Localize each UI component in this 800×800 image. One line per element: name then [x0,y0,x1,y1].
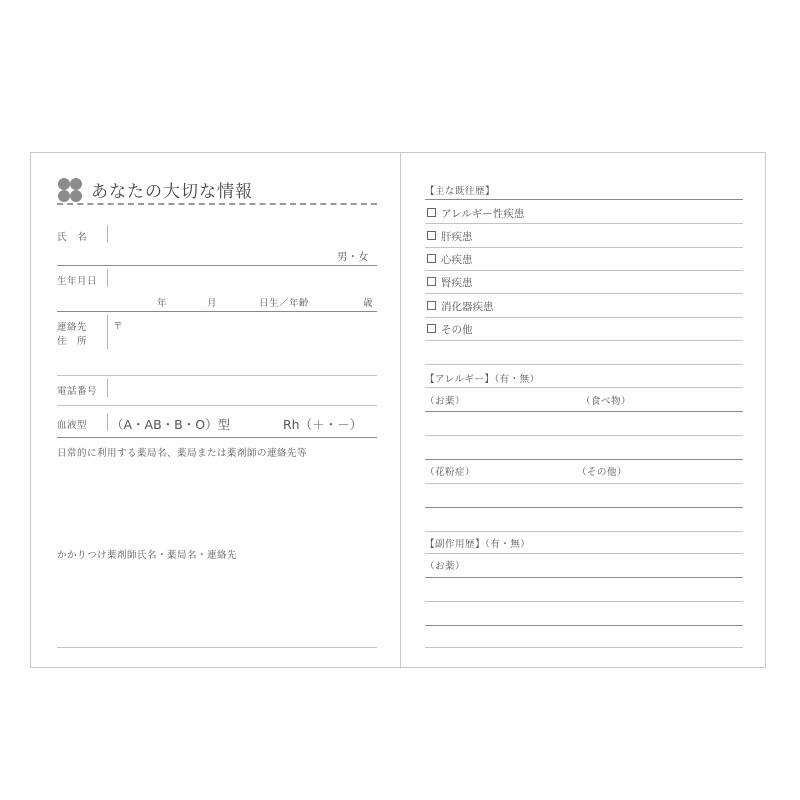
age-unit-label: 歳 [363,298,374,309]
left-page [31,153,400,667]
history-item-4: 腎疾患 [441,277,473,289]
contact-label: 連絡先 [57,322,88,333]
birth-label: 生年月日 [57,276,98,287]
history-item-3: 心疾患 [441,254,473,266]
allergy-line-4 [425,459,743,460]
blood-type-options: （A・AB・B・O）型 [111,417,231,432]
allergy-other-label: （その他） [577,467,628,478]
history-checkbox-5[interactable] [427,301,436,310]
history-line-1 [425,223,743,224]
side-effect-line-1 [425,553,743,554]
phone-line [57,405,377,406]
month-label: 月 [207,298,218,309]
phone-separator [107,379,108,397]
medication-notebook-spread [30,152,766,668]
history-item-6: その他 [441,324,473,336]
side-effect-line-5 [425,647,743,648]
birth-separator [107,269,108,287]
side-effect-line-2 [425,577,743,578]
pharmacist-note: かかりつけ薬剤師氏名・薬局名・連絡先 [57,550,238,561]
side-effect-medicine-label: （お薬） [425,561,466,572]
contact-separator [107,315,108,349]
side-effect-title: 【副作用歴】（有・無） [425,539,531,550]
gender-options: 男・女 [337,251,369,263]
blood-separator [107,413,108,431]
address-line [57,375,377,376]
history-item-2: 肝疾患 [441,231,473,243]
history-top-line [425,199,743,200]
allergy-line-1 [425,387,743,388]
side-effect-line-3 [425,601,743,602]
history-checkbox-2[interactable] [427,231,436,240]
day-age-label: 日生／年齢 [259,298,310,309]
history-checkbox-1[interactable] [427,208,436,217]
right-page [400,153,765,667]
page-title: あなたの大切な情報 [91,182,253,202]
history-checkbox-6[interactable] [427,324,436,333]
allergy-line-5 [425,483,743,484]
allergy-title: 【アレルギー】（有・無） [425,374,540,385]
side-effect-line-4 [425,625,743,626]
history-line-2 [425,247,743,248]
address-label: 住 所 [57,336,88,347]
clover-icon [57,177,83,203]
rh-options: Rh（＋・－） [283,417,363,432]
history-line-6 [425,340,743,341]
blood-line [57,437,377,438]
year-label: 年 [157,298,168,309]
history-checkbox-3[interactable] [427,254,436,263]
allergy-line-2 [425,411,743,412]
bottom-line [57,647,377,648]
allergy-medicine-label: （お薬） [425,396,466,407]
history-line-5 [425,317,743,318]
allergy-pollen-label: （花粉症） [425,467,476,478]
allergy-food-label: （食べ物） [581,396,632,407]
history-line-3 [425,270,743,271]
allergy-line-7 [425,531,743,532]
name-separator [107,225,108,243]
history-title: 【主な既往歴】 [425,186,496,197]
birth-line [57,311,377,312]
history-checkbox-4[interactable] [427,277,436,286]
pharmacy-note: 日常的に利用する薬局名、薬局または薬剤師の連絡先等 [57,448,308,459]
allergy-line-6 [425,507,743,508]
allergy-line-3 [425,435,743,436]
phone-label: 電話番号 [57,386,98,397]
history-item-5: 消化器疾患 [441,301,494,313]
history-line-7 [425,364,743,365]
history-line-4 [425,293,743,294]
postal-mark: 〒 [113,321,124,332]
title-divider [57,203,377,205]
name-line [57,265,377,266]
history-item-1: アレルギー性疾患 [441,208,525,220]
blood-label: 血液型 [57,420,88,431]
name-label: 氏 名 [57,232,88,243]
